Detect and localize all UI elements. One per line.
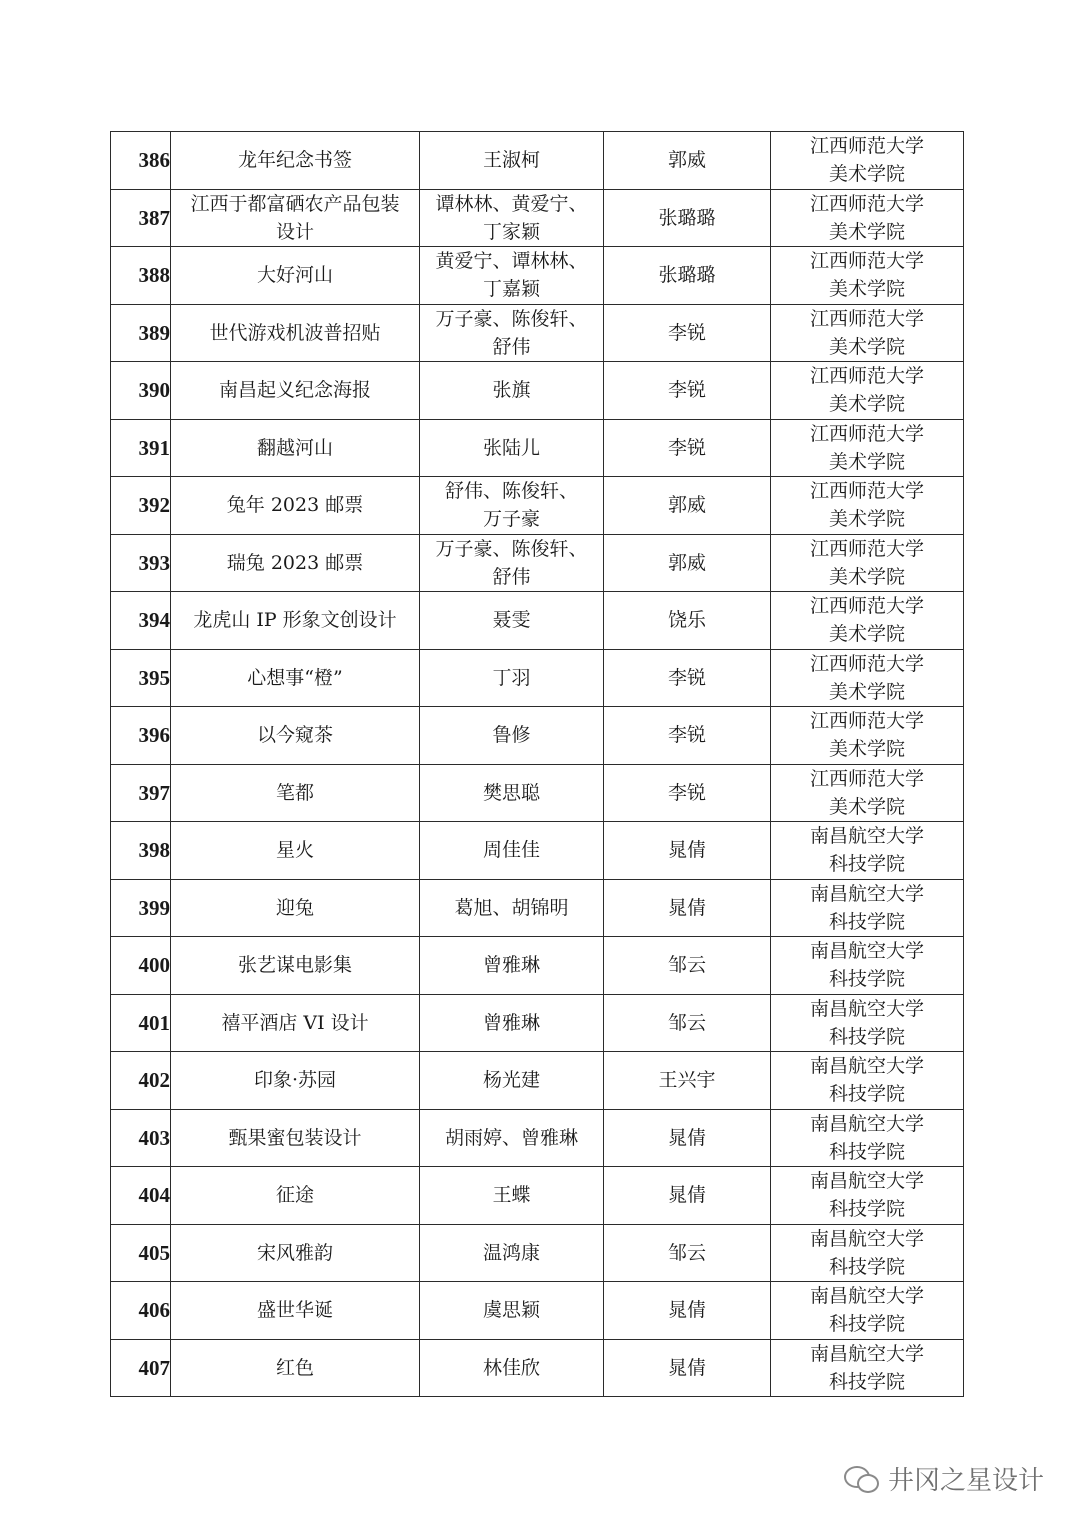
work-title: 心想事“橙” (247, 666, 343, 689)
row-number: 390 (138, 378, 170, 403)
row-number: 407 (138, 1355, 170, 1380)
school-name-cell (771, 1167, 964, 1225)
work-title: 兔年 2023 邮票 (226, 494, 364, 517)
table-row (111, 1109, 964, 1167)
work-title-cell (171, 304, 420, 362)
row-number-cell (111, 879, 171, 937)
table-row (111, 937, 964, 995)
row-number: 392 (138, 493, 170, 518)
advisor-name-cell (604, 132, 771, 190)
work-title: 星火 (275, 839, 314, 862)
row-number: 391 (138, 435, 170, 460)
author-names: 黄爱宁、谭林林、 丁嘉颖 (435, 250, 588, 301)
advisor-name-cell (604, 1109, 771, 1167)
author-names: 胡雨婷、曾雅琳 (444, 1126, 578, 1149)
advisor-name: 李锐 (667, 724, 706, 747)
work-title-cell (171, 1339, 420, 1397)
watermark-text: 井冈之星设计 (887, 1466, 1044, 1496)
author-names: 樊思聪 (482, 781, 540, 804)
author-names-cell (420, 247, 604, 305)
row-number: 404 (138, 1183, 170, 1208)
award-table-body (111, 132, 964, 1397)
work-title-cell (171, 419, 420, 477)
school-name-cell (771, 592, 964, 650)
advisor-name: 邹云 (667, 954, 706, 977)
school-name-cell (771, 419, 964, 477)
work-title-cell (171, 1167, 420, 1225)
row-number: 388 (138, 263, 170, 288)
row-number-cell (111, 1339, 171, 1397)
advisor-name-cell (604, 362, 771, 420)
advisor-name-cell (604, 822, 771, 880)
advisor-name: 张璐璐 (658, 264, 716, 287)
row-number-cell (111, 189, 171, 247)
school-name: 江西师范大学 美术学院 (809, 135, 924, 186)
advisor-name-cell (604, 1167, 771, 1225)
author-names: 曾雅琳 (482, 1011, 540, 1034)
author-names: 葛旭、胡锦明 (454, 896, 569, 919)
school-name-cell (771, 1109, 964, 1167)
school-name: 南昌航空大学 科技学院 (809, 997, 924, 1048)
author-names: 丁羽 (492, 666, 531, 689)
work-title-cell (171, 649, 420, 707)
school-name: 江西师范大学 美术学院 (809, 710, 924, 761)
school-name: 江西师范大学 美术学院 (809, 767, 924, 818)
work-title-cell (171, 707, 420, 765)
wechat-icon (844, 1464, 880, 1494)
author-names-cell (420, 1224, 604, 1282)
work-title: 宋风雅韵 (256, 1241, 333, 1264)
work-title-cell (171, 592, 420, 650)
school-name: 南昌航空大学 科技学院 (809, 825, 924, 876)
school-name-cell (771, 707, 964, 765)
school-name-cell (771, 247, 964, 305)
author-names-cell (420, 592, 604, 650)
advisor-name-cell (604, 994, 771, 1052)
row-number: 389 (138, 320, 170, 345)
author-names: 虞思颖 (482, 1299, 540, 1322)
school-name: 南昌航空大学 科技学院 (809, 1285, 924, 1336)
row-number: 386 (138, 148, 170, 173)
author-names: 王蝶 (492, 1184, 531, 1207)
advisor-name-cell (604, 649, 771, 707)
advisor-name: 饶乐 (667, 609, 706, 632)
advisor-name: 李锐 (667, 321, 706, 344)
author-names-cell (420, 189, 604, 247)
work-title-cell (171, 362, 420, 420)
work-title: 以今窥茶 (256, 724, 333, 747)
work-title-cell (171, 764, 420, 822)
row-number: 387 (138, 205, 170, 230)
author-names-cell (420, 879, 604, 937)
work-title: 瑞兔 2023 邮票 (226, 551, 364, 574)
school-name-cell (771, 477, 964, 535)
table-row (111, 994, 964, 1052)
row-number: 406 (138, 1298, 170, 1323)
table-row (111, 592, 964, 650)
row-number-cell (111, 649, 171, 707)
advisor-name-cell (604, 534, 771, 592)
table-row (111, 707, 964, 765)
row-number-cell (111, 1224, 171, 1282)
advisor-name: 晁倩 (667, 1126, 706, 1149)
author-names-cell (420, 304, 604, 362)
work-title: 盛世华诞 (256, 1299, 333, 1322)
row-number-cell (111, 592, 171, 650)
row-number-cell (111, 419, 171, 477)
school-name-cell (771, 189, 964, 247)
work-title-cell (171, 1052, 420, 1110)
advisor-name-cell (604, 1339, 771, 1397)
author-names: 万子豪、陈俊轩、 舒伟 (435, 307, 588, 358)
row-number-cell (111, 304, 171, 362)
advisor-name-cell (604, 304, 771, 362)
table-row (111, 247, 964, 305)
work-title-cell (171, 1109, 420, 1167)
advisor-name-cell (604, 419, 771, 477)
school-name: 江西师范大学 美术学院 (809, 250, 924, 301)
row-number-cell (111, 1052, 171, 1110)
school-name-cell (771, 1339, 964, 1397)
row-number-cell (111, 362, 171, 420)
author-names-cell (420, 534, 604, 592)
work-title: 翻越河山 (256, 436, 333, 459)
school-name-cell (771, 1052, 964, 1110)
school-name: 南昌航空大学 科技学院 (809, 1055, 924, 1106)
advisor-name-cell (604, 1224, 771, 1282)
work-title: 张艺谋电影集 (237, 954, 352, 977)
work-title-cell (171, 1282, 420, 1340)
row-number: 402 (138, 1068, 170, 1093)
advisor-name: 晁倩 (667, 896, 706, 919)
author-names-cell (420, 649, 604, 707)
author-names: 谭林林、黄爱宁、 丁家颖 (435, 192, 588, 243)
author-names: 张旗 (492, 379, 531, 402)
author-names-cell (420, 1052, 604, 1110)
work-title: 禧平酒店 VI 设计 (221, 1011, 369, 1034)
advisor-name: 李锐 (667, 436, 706, 459)
school-name-cell (771, 994, 964, 1052)
account-watermark (844, 1460, 1044, 1497)
school-name: 江西师范大学 美术学院 (809, 192, 924, 243)
work-title-cell (171, 477, 420, 535)
row-number: 393 (138, 550, 170, 575)
advisor-name: 晁倩 (667, 1184, 706, 1207)
work-title: 龙年纪念书签 (237, 149, 352, 172)
author-names: 鲁修 (492, 724, 531, 747)
school-name: 江西师范大学 美术学院 (809, 595, 924, 646)
author-names: 舒伟、陈俊轩、 万子豪 (444, 480, 578, 531)
row-number-cell (111, 534, 171, 592)
row-number-cell (111, 822, 171, 880)
table-row (111, 477, 964, 535)
row-number: 399 (138, 895, 170, 920)
row-number-cell (111, 707, 171, 765)
row-number: 395 (138, 665, 170, 690)
row-number-cell (111, 132, 171, 190)
author-names: 王淑柯 (482, 149, 540, 172)
advisor-name: 张璐璐 (658, 206, 716, 229)
row-number: 400 (138, 953, 170, 978)
school-name: 南昌航空大学 科技学院 (809, 1112, 924, 1163)
school-name-cell (771, 1224, 964, 1282)
work-title: 印象·苏园 (253, 1069, 337, 1092)
author-names: 聂雯 (492, 609, 531, 632)
row-number: 405 (138, 1240, 170, 1265)
school-name: 南昌航空大学 科技学院 (809, 882, 924, 933)
table-row (111, 1167, 964, 1225)
work-title: 龙虎山 IP 形象文创设计 (193, 609, 397, 632)
advisor-name: 李锐 (667, 666, 706, 689)
work-title: 红色 (275, 1356, 314, 1379)
school-name-cell (771, 132, 964, 190)
advisor-name-cell (604, 1282, 771, 1340)
row-number-cell (111, 1109, 171, 1167)
work-title: 世代游戏机波普招贴 (209, 321, 381, 344)
author-names: 杨光建 (482, 1069, 540, 1092)
school-name-cell (771, 764, 964, 822)
work-title: 征途 (275, 1184, 314, 1207)
advisor-name-cell (604, 189, 771, 247)
school-name: 南昌航空大学 科技学院 (809, 1170, 924, 1221)
row-number: 394 (138, 608, 170, 633)
author-names: 温鸿康 (482, 1241, 540, 1264)
row-number: 398 (138, 838, 170, 863)
school-name-cell (771, 304, 964, 362)
advisor-name-cell (604, 937, 771, 995)
row-number-cell (111, 477, 171, 535)
table-row (111, 1282, 964, 1340)
table-row (111, 879, 964, 937)
author-names-cell (420, 937, 604, 995)
advisor-name-cell (604, 707, 771, 765)
table-row (111, 764, 964, 822)
table-row (111, 1339, 964, 1397)
work-title-cell (171, 879, 420, 937)
advisor-name-cell (604, 247, 771, 305)
work-title-cell (171, 1224, 420, 1282)
school-name: 江西师范大学 美术学院 (809, 365, 924, 416)
advisor-name: 晁倩 (667, 1356, 706, 1379)
school-name-cell (771, 879, 964, 937)
school-name-cell (771, 534, 964, 592)
table-row (111, 304, 964, 362)
row-number: 401 (138, 1010, 170, 1035)
table-row (111, 419, 964, 477)
advisor-name: 晁倩 (667, 1299, 706, 1322)
work-title-cell (171, 247, 420, 305)
author-names-cell (420, 362, 604, 420)
school-name: 江西师范大学 美术学院 (809, 307, 924, 358)
work-title: 笔都 (275, 781, 314, 804)
author-names-cell (420, 1167, 604, 1225)
row-number-cell (111, 764, 171, 822)
row-number-cell (111, 937, 171, 995)
author-names-cell (420, 764, 604, 822)
author-names-cell (420, 419, 604, 477)
advisor-name-cell (604, 1052, 771, 1110)
work-title-cell (171, 132, 420, 190)
table-row (111, 1224, 964, 1282)
row-number-cell (111, 994, 171, 1052)
row-number-cell (111, 1282, 171, 1340)
author-names: 曾雅琳 (482, 954, 540, 977)
table-row (111, 534, 964, 592)
advisor-name: 邹云 (667, 1241, 706, 1264)
author-names: 林佳欣 (482, 1356, 540, 1379)
author-names-cell (420, 994, 604, 1052)
school-name: 南昌航空大学 科技学院 (809, 1227, 924, 1278)
work-title-cell (171, 994, 420, 1052)
advisor-name-cell (604, 879, 771, 937)
advisor-name-cell (604, 477, 771, 535)
advisor-name: 郭威 (667, 551, 706, 574)
row-number-cell (111, 247, 171, 305)
row-number: 396 (138, 723, 170, 748)
advisor-name: 邹云 (667, 1011, 706, 1034)
work-title: 迎兔 (275, 896, 314, 919)
work-title: 大好河山 (256, 264, 333, 287)
school-name: 江西师范大学 美术学院 (809, 537, 924, 588)
school-name: 江西师范大学 美术学院 (809, 480, 924, 531)
table-row (111, 1052, 964, 1110)
table-row (111, 132, 964, 190)
author-names-cell (420, 707, 604, 765)
school-name-cell (771, 822, 964, 880)
work-title-cell (171, 189, 420, 247)
author-names-cell (420, 477, 604, 535)
advisor-name: 王兴宇 (658, 1069, 716, 1092)
work-title: 江西于都富硒农产品包装 设计 (190, 192, 400, 243)
advisor-name: 郭威 (667, 149, 706, 172)
table-row (111, 189, 964, 247)
advisor-name: 李锐 (667, 379, 706, 402)
school-name-cell (771, 937, 964, 995)
work-title-cell (171, 534, 420, 592)
table-row (111, 649, 964, 707)
school-name: 江西师范大学 美术学院 (809, 652, 924, 703)
work-title-cell (171, 822, 420, 880)
work-title-cell (171, 937, 420, 995)
author-names: 周佳佳 (482, 839, 540, 862)
advisor-name: 晁倩 (667, 839, 706, 862)
advisor-name-cell (604, 764, 771, 822)
author-names-cell (420, 1339, 604, 1397)
school-name-cell (771, 362, 964, 420)
author-names-cell (420, 132, 604, 190)
row-number: 403 (138, 1125, 170, 1150)
work-title: 南昌起义纪念海报 (218, 379, 371, 402)
author-names-cell (420, 822, 604, 880)
row-number: 397 (138, 780, 170, 805)
author-names: 万子豪、陈俊轩、 舒伟 (435, 537, 588, 588)
author-names-cell (420, 1282, 604, 1340)
school-name-cell (771, 649, 964, 707)
author-names-cell (420, 1109, 604, 1167)
advisor-name-cell (604, 592, 771, 650)
work-title: 甄果蜜包装设计 (228, 1126, 362, 1149)
school-name-cell (771, 1282, 964, 1340)
award-table (110, 131, 964, 1397)
author-names: 张陆儿 (482, 436, 540, 459)
row-number-cell (111, 1167, 171, 1225)
advisor-name: 李锐 (667, 781, 706, 804)
school-name: 南昌航空大学 科技学院 (809, 940, 924, 991)
school-name: 江西师范大学 美术学院 (809, 422, 924, 473)
school-name: 南昌航空大学 科技学院 (809, 1342, 924, 1393)
advisor-name: 郭威 (667, 494, 706, 517)
table-row (111, 822, 964, 880)
table-row (111, 362, 964, 420)
